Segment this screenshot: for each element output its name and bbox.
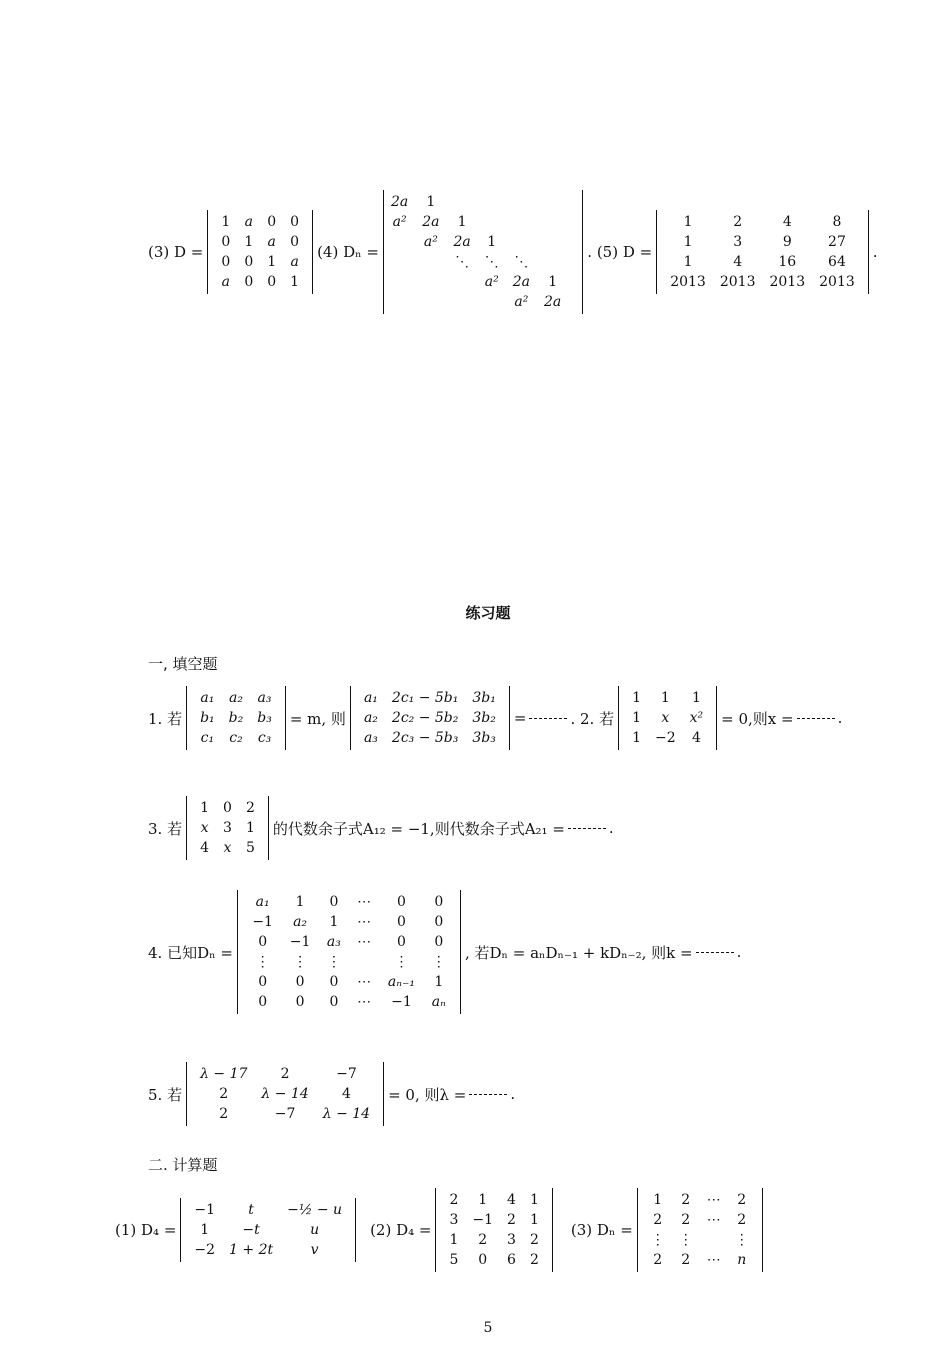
matrix-cell: −1 bbox=[472, 1212, 494, 1228]
matrix-cell: 0 bbox=[295, 994, 305, 1010]
section-calculation: 二. 计算题 bbox=[148, 1156, 218, 1174]
matrix-cell: 0 bbox=[290, 213, 300, 230]
matrix-cell: 0 bbox=[396, 934, 406, 950]
q5-matrix bbox=[186, 1062, 384, 1126]
matrix-cell: a₃ bbox=[257, 690, 272, 706]
matrix-cell: 2 bbox=[681, 1252, 691, 1268]
c3-label: (3) Dₙ = bbox=[570, 1221, 633, 1239]
matrix-cell: 0 bbox=[221, 253, 231, 270]
c2-label: (2) D₄ = bbox=[370, 1221, 432, 1239]
matrix-row bbox=[644, 1230, 756, 1250]
matrix-cell: 64 bbox=[828, 253, 846, 270]
matrix-row bbox=[384, 192, 582, 212]
q2-blank[interactable] bbox=[797, 718, 835, 719]
matrix-row bbox=[663, 212, 862, 232]
matrix-cell: 2a bbox=[453, 233, 471, 250]
matrix-cell: a² bbox=[392, 213, 407, 230]
matrix-cell: 3 bbox=[507, 1232, 516, 1248]
matrix-cell: 5 bbox=[245, 840, 255, 856]
matrix-cell: 2 bbox=[449, 1192, 459, 1208]
matrix-cell: 1 bbox=[221, 213, 231, 230]
matrix-cell: 4 bbox=[341, 1086, 351, 1102]
q1-mid: = m, 则 bbox=[289, 709, 346, 728]
matrix-cell: 2013 bbox=[719, 273, 756, 290]
matrix-cell: 16 bbox=[778, 253, 797, 270]
matrix-row bbox=[384, 252, 582, 272]
matrix-cell: 1 bbox=[426, 193, 436, 210]
matrix-cell: x bbox=[223, 840, 232, 856]
matrix-cell bbox=[415, 292, 446, 312]
matrix-cell: a₂ bbox=[293, 914, 308, 930]
matrix-cell: ⋯ bbox=[706, 1252, 721, 1268]
q5-blank[interactable] bbox=[469, 1094, 507, 1095]
matrix-row bbox=[442, 1190, 545, 1210]
matrix-row bbox=[193, 708, 279, 728]
matrix-cell bbox=[537, 192, 568, 212]
matrix-cell bbox=[568, 272, 582, 292]
matrix-cell: c₁ bbox=[200, 730, 215, 746]
matrix-cell: −1 bbox=[194, 1202, 216, 1218]
matrix-cell: 1 bbox=[449, 1232, 459, 1248]
matrix-row bbox=[384, 272, 582, 292]
d3-matrix bbox=[207, 210, 313, 294]
matrix-cell: aₙ₋₁ bbox=[387, 974, 415, 990]
matrix-cell bbox=[506, 212, 537, 232]
matrix-cell: a₁ bbox=[363, 690, 378, 706]
matrix-cell: −2 bbox=[655, 730, 676, 746]
matrix-cell: a bbox=[244, 213, 253, 230]
matrix-cell: −1 bbox=[391, 994, 412, 1010]
matrix-cell: b₃ bbox=[257, 710, 272, 726]
q4-prefix: 4. 已知Dₙ = bbox=[148, 943, 233, 962]
matrix-cell: 1 bbox=[267, 253, 277, 270]
matrix-cell: 2c₂ − 5b₂ bbox=[391, 710, 459, 726]
matrix-cell: 2 bbox=[280, 1066, 290, 1082]
matrix-cell: −1 bbox=[289, 934, 311, 950]
matrix-cell: 2 bbox=[737, 1192, 747, 1208]
d5-label: . (5) D = bbox=[587, 242, 653, 261]
matrix-cell: 3b₂ bbox=[472, 710, 496, 726]
matrix-row bbox=[193, 798, 262, 818]
q1-blank[interactable] bbox=[529, 718, 567, 719]
q5-text: = 0, 则λ = bbox=[388, 1085, 467, 1104]
q1-matrix-2 bbox=[350, 686, 510, 750]
matrix-row bbox=[244, 972, 454, 992]
matrix-cell: v bbox=[310, 1242, 319, 1258]
d4-label: (4) Dₙ = bbox=[317, 242, 379, 261]
matrix-cell: 0 bbox=[258, 934, 268, 950]
matrix-cell: a² bbox=[484, 273, 499, 290]
page-number: 5 bbox=[483, 1320, 493, 1336]
matrix-cell: ⋮ bbox=[734, 1232, 749, 1248]
matrix-cell: −2 bbox=[194, 1242, 216, 1258]
calc-problems bbox=[115, 1188, 767, 1272]
matrix-cell bbox=[700, 1230, 728, 1250]
matrix-cell: ⋮ bbox=[326, 954, 341, 970]
matrix-row bbox=[193, 1084, 377, 1104]
matrix-cell: 2 bbox=[245, 800, 255, 816]
matrix-cell: 3b₁ bbox=[472, 690, 496, 706]
matrix-row bbox=[187, 1220, 349, 1240]
matrix-row bbox=[663, 232, 862, 252]
matrix-cell: 9 bbox=[782, 233, 792, 250]
c1-matrix bbox=[180, 1198, 356, 1262]
matrix-cell: ⋮ bbox=[293, 954, 308, 970]
matrix-cell: x² bbox=[689, 710, 704, 726]
matrix-cell: −½ − u bbox=[287, 1202, 343, 1218]
matrix-cell: 1 bbox=[548, 273, 558, 290]
matrix-cell: 1 bbox=[295, 894, 305, 910]
matrix-cell bbox=[478, 212, 506, 232]
matrix-row bbox=[357, 688, 503, 708]
matrix-cell: aₙ bbox=[431, 994, 446, 1010]
matrix-cell: 4 bbox=[507, 1192, 516, 1208]
matrix-cell bbox=[568, 232, 582, 252]
matrix-cell: ⋱ bbox=[514, 253, 529, 270]
matrix-cell: ⋯ bbox=[706, 1192, 721, 1208]
matrix-cell: 2a bbox=[390, 193, 409, 210]
matrix-cell: 3 bbox=[733, 233, 743, 250]
matrix-cell: 2 bbox=[507, 1212, 516, 1228]
matrix-cell: 1 bbox=[200, 1222, 210, 1238]
matrix-cell: −t bbox=[242, 1222, 260, 1238]
matrix-cell bbox=[537, 232, 568, 252]
matrix-cell: 4 bbox=[200, 840, 210, 856]
matrix-cell: ⋯ bbox=[357, 894, 372, 910]
matrix-cell: 0 bbox=[258, 974, 268, 990]
matrix-cell: 3 bbox=[223, 820, 232, 836]
matrix-row bbox=[244, 892, 454, 912]
matrix-cell: 2013 bbox=[670, 273, 706, 290]
matrix-cell: 0 bbox=[396, 914, 406, 930]
section-fill-in: 一, 填空题 bbox=[148, 655, 218, 673]
matrix-cell: 1 bbox=[529, 1192, 539, 1208]
matrix-cell: ⋱ bbox=[455, 253, 470, 270]
matrix-cell: 1 bbox=[653, 1192, 663, 1208]
matrix-cell: 0 bbox=[258, 994, 268, 1010]
matrix-cell: 2 bbox=[219, 1086, 229, 1102]
matrix-cell: 2 bbox=[737, 1212, 747, 1228]
matrix-cell bbox=[478, 292, 506, 312]
matrix-cell: c₃ bbox=[257, 730, 272, 746]
matrix-cell: a² bbox=[514, 293, 529, 310]
matrix-cell: a₃ bbox=[363, 730, 378, 746]
q1-prefix: 1. 若 bbox=[148, 709, 183, 728]
matrix-cell bbox=[446, 272, 477, 292]
matrix-cell: ⋯ bbox=[357, 934, 372, 950]
matrix-row bbox=[187, 1200, 349, 1220]
q2-end: = 0,则x = bbox=[721, 709, 794, 728]
q1-matrix-1 bbox=[186, 686, 286, 750]
q4-matrix bbox=[237, 890, 461, 1014]
matrix-row bbox=[663, 252, 862, 272]
matrix-cell: ⋯ bbox=[357, 994, 372, 1010]
matrix-row bbox=[625, 688, 710, 708]
matrix-cell: 2013 bbox=[769, 273, 806, 290]
q2-prefix: . 2. 若 bbox=[570, 709, 615, 728]
matrix-cell: ⋮ bbox=[650, 1232, 665, 1248]
q3-prefix: 3. 若 bbox=[148, 819, 183, 838]
page-title: 练习题 bbox=[465, 604, 511, 622]
matrix-row bbox=[244, 992, 454, 1012]
matrix-cell: 3 bbox=[449, 1212, 459, 1228]
matrix-cell: 1 bbox=[683, 253, 693, 270]
matrix-cell: −1 bbox=[252, 914, 273, 930]
matrix-cell: 2c₁ − 5b₁ bbox=[391, 690, 459, 706]
matrix-cell bbox=[349, 952, 379, 972]
matrix-cell: 3b₃ bbox=[472, 730, 496, 746]
matrix-cell bbox=[537, 212, 568, 232]
matrix-cell: 2 bbox=[681, 1192, 691, 1208]
c3-matrix bbox=[637, 1188, 763, 1272]
matrix-cell: 2a bbox=[544, 293, 562, 310]
matrix-cell bbox=[568, 192, 582, 212]
matrix-cell: 0 bbox=[478, 1252, 488, 1268]
q5-prefix: 5. 若 bbox=[148, 1085, 183, 1104]
matrix-cell bbox=[446, 192, 477, 212]
matrix-row bbox=[244, 952, 454, 972]
matrix-cell: 1 + 2t bbox=[229, 1242, 274, 1258]
matrix-row bbox=[442, 1230, 545, 1250]
d4-matrix bbox=[383, 190, 583, 314]
question-1: 1. 若 a₁ a₂ a₃ b₁ b₂ b₃ c₁ c₂ c₃ = m, 则 a₁ 2c₁ − 5b₁ 3b₁ a₂ 2c₂ − 5b₂ 3b₂ a₃ 2c₃ − 5b₃ 3b₃ = . 2. 若 1 1 1 1 x x² 1 −2 4 = 0,则x = . bbox=[148, 686, 842, 750]
matrix-cell bbox=[384, 232, 415, 252]
matrix-cell: t bbox=[248, 1202, 254, 1218]
matrix-cell: a₁ bbox=[200, 690, 215, 706]
matrix-cell: ⋮ bbox=[255, 954, 270, 970]
matrix-cell: b₂ bbox=[228, 710, 244, 726]
matrix-cell: λ − 14 bbox=[261, 1086, 309, 1102]
matrix-row bbox=[442, 1250, 545, 1270]
matrix-cell bbox=[506, 192, 537, 212]
matrix-cell: 2a bbox=[512, 273, 531, 290]
matrix-row bbox=[625, 728, 710, 748]
matrix-cell: 2 bbox=[529, 1232, 539, 1248]
matrix-cell: 4 bbox=[733, 253, 743, 270]
matrix-cell: a₂ bbox=[363, 710, 378, 726]
matrix-row bbox=[625, 708, 710, 728]
matrix-cell: 1 bbox=[632, 710, 641, 726]
matrix-cell: 2013 bbox=[819, 273, 855, 290]
matrix-cell: a₂ bbox=[228, 690, 243, 706]
matrix-cell bbox=[415, 252, 446, 272]
matrix-row bbox=[214, 212, 306, 232]
matrix-cell: 27 bbox=[828, 233, 846, 250]
matrix-cell: n bbox=[737, 1252, 747, 1268]
c1-label: (1) D₄ = bbox=[115, 1221, 177, 1239]
matrix-cell: 0 bbox=[290, 233, 300, 250]
matrix-cell: 1 bbox=[683, 213, 693, 230]
matrix-cell: λ − 14 bbox=[322, 1106, 371, 1122]
matrix-row bbox=[193, 1104, 377, 1124]
q1-end: = bbox=[513, 709, 527, 727]
matrix-row bbox=[644, 1190, 756, 1210]
matrix-cell: 1 bbox=[245, 820, 255, 836]
matrix-cell: 0 bbox=[434, 894, 444, 910]
matrix-row bbox=[193, 838, 262, 858]
matrix-cell: 0 bbox=[244, 253, 254, 270]
top-determinants bbox=[148, 174, 878, 329]
matrix-cell: 2 bbox=[733, 213, 743, 230]
matrix-cell: x bbox=[200, 820, 209, 836]
matrix-cell: ⋮ bbox=[394, 954, 409, 970]
q3-text: 的代数余子式A₁₂ = −1,则代数余子式A₂₁ = bbox=[272, 819, 565, 838]
matrix-cell: 0 bbox=[396, 894, 406, 910]
matrix-cell: 2 bbox=[219, 1106, 229, 1122]
matrix-cell bbox=[537, 252, 568, 272]
matrix-cell: 1 bbox=[632, 690, 641, 706]
matrix-cell: 0 bbox=[329, 974, 339, 990]
matrix-row bbox=[214, 232, 306, 252]
matrix-row bbox=[357, 708, 503, 728]
matrix-cell: 1 bbox=[691, 690, 701, 706]
matrix-cell: 0 bbox=[329, 894, 339, 910]
matrix-cell: 1 bbox=[529, 1212, 539, 1228]
matrix-cell: 0 bbox=[295, 974, 305, 990]
matrix-row bbox=[193, 1064, 377, 1084]
q3-matrix bbox=[186, 796, 269, 860]
d5-tail: . bbox=[872, 242, 878, 261]
matrix-cell: 4 bbox=[782, 213, 792, 230]
matrix-cell: 6 bbox=[507, 1252, 516, 1268]
matrix-row bbox=[384, 212, 582, 232]
matrix-cell: ⋮ bbox=[678, 1232, 693, 1248]
matrix-cell: 0 bbox=[267, 213, 277, 230]
matrix-cell: 1 bbox=[329, 914, 339, 930]
matrix-cell: 0 bbox=[267, 273, 277, 290]
matrix-cell: 1 bbox=[683, 233, 693, 250]
matrix-cell bbox=[568, 292, 582, 312]
matrix-row bbox=[193, 688, 279, 708]
matrix-cell: ⋯ bbox=[357, 974, 372, 990]
matrix-cell: 2c₃ − 5b₃ bbox=[391, 730, 459, 746]
matrix-row bbox=[644, 1210, 756, 1230]
matrix-row bbox=[214, 252, 306, 272]
matrix-cell: 0 bbox=[434, 914, 444, 930]
matrix-row bbox=[214, 272, 306, 292]
matrix-cell bbox=[415, 272, 446, 292]
matrix-cell: 0 bbox=[221, 233, 231, 250]
matrix-cell: 0 bbox=[223, 800, 232, 816]
matrix-cell bbox=[384, 252, 415, 272]
question-3: 3. 若 1 0 2 x 3 1 4 x 5 的代数余子式A₁₂ = −1,则代数余子式A₂₁ = . bbox=[148, 796, 614, 860]
matrix-cell: ⋱ bbox=[484, 253, 499, 270]
d5-matrix bbox=[656, 210, 869, 294]
matrix-row bbox=[663, 272, 862, 292]
matrix-row bbox=[384, 232, 582, 252]
question-4: 4. 已知Dₙ = a₁ 1 0 ⋯ 0 0 −1 a₂ 1 ⋯ 0 0 0 −1 a₃ ⋯ 0 0 ⋮ ⋮ ⋮ ⋮ ⋮ 0 0 0 ⋯ aₙ₋₁ 1 0 0 0 ⋯ −1 aₙ , 若Dₙ = aₙDₙ₋₁ + kDₙ₋₂, 则k = . bbox=[148, 890, 741, 1014]
matrix-cell bbox=[446, 292, 477, 312]
matrix-row bbox=[384, 292, 582, 312]
matrix-cell: 4 bbox=[691, 730, 701, 746]
matrix-cell: 1 bbox=[457, 213, 467, 230]
matrix-row bbox=[244, 912, 454, 932]
matrix-cell: 1 bbox=[290, 273, 300, 290]
matrix-cell: b₁ bbox=[200, 710, 215, 726]
matrix-cell: 1 bbox=[434, 974, 444, 990]
matrix-cell bbox=[478, 192, 506, 212]
matrix-cell: 0 bbox=[244, 273, 254, 290]
matrix-cell: 2a bbox=[422, 213, 440, 230]
matrix-cell bbox=[568, 252, 582, 272]
q3-blank[interactable] bbox=[568, 828, 606, 829]
matrix-cell: 2 bbox=[681, 1212, 691, 1228]
matrix-cell: 1 bbox=[660, 690, 670, 706]
matrix-row bbox=[187, 1240, 349, 1260]
matrix-cell bbox=[384, 292, 415, 312]
matrix-cell: 2 bbox=[529, 1252, 539, 1268]
matrix-cell bbox=[506, 232, 537, 252]
question-5: 5. 若 λ − 17 2 −7 2 λ − 14 4 2 −7 λ − 14 = 0, 则λ = . bbox=[148, 1062, 515, 1126]
matrix-row bbox=[357, 728, 503, 748]
matrix-cell: a bbox=[221, 273, 231, 290]
matrix-cell: 1 bbox=[200, 800, 210, 816]
matrix-cell: ⋯ bbox=[706, 1212, 721, 1228]
matrix-cell: a bbox=[267, 233, 276, 250]
matrix-cell bbox=[384, 272, 415, 292]
matrix-cell: ⋮ bbox=[431, 954, 446, 970]
matrix-cell: a₃ bbox=[326, 934, 341, 950]
d3-label: (3) D = bbox=[148, 242, 204, 261]
matrix-cell: 5 bbox=[449, 1252, 459, 1268]
matrix-cell: 0 bbox=[329, 994, 339, 1010]
matrix-cell: 1 bbox=[632, 730, 641, 746]
matrix-cell: a bbox=[290, 253, 299, 270]
matrix-cell: λ − 17 bbox=[200, 1066, 248, 1082]
matrix-cell: a₁ bbox=[255, 894, 270, 910]
matrix-row bbox=[644, 1250, 756, 1270]
q4-blank[interactable] bbox=[696, 952, 734, 953]
matrix-cell: −7 bbox=[336, 1066, 357, 1082]
matrix-cell: ⋯ bbox=[357, 914, 372, 930]
q2-matrix bbox=[618, 686, 717, 750]
matrix-cell: c₂ bbox=[229, 730, 243, 746]
c2-matrix bbox=[435, 1188, 552, 1272]
matrix-row bbox=[244, 932, 454, 952]
q4-text: , 若Dₙ = aₙDₙ₋₁ + kDₙ₋₂, 则k = bbox=[464, 943, 693, 962]
matrix-cell: 1 bbox=[244, 233, 254, 250]
matrix-cell: a² bbox=[423, 233, 438, 250]
matrix-row bbox=[193, 728, 279, 748]
matrix-cell: 2 bbox=[653, 1212, 663, 1228]
matrix-cell: u bbox=[310, 1222, 320, 1238]
matrix-row bbox=[193, 818, 262, 838]
matrix-cell: 2 bbox=[653, 1252, 663, 1268]
matrix-cell: 1 bbox=[487, 233, 497, 250]
matrix-cell bbox=[568, 212, 582, 232]
matrix-cell: x bbox=[661, 710, 670, 726]
matrix-row bbox=[442, 1210, 545, 1230]
matrix-cell: 0 bbox=[434, 934, 444, 950]
matrix-cell: 2 bbox=[478, 1232, 488, 1248]
matrix-cell: 1 bbox=[478, 1192, 488, 1208]
matrix-cell: 8 bbox=[832, 213, 842, 230]
matrix-cell: −7 bbox=[274, 1106, 296, 1122]
